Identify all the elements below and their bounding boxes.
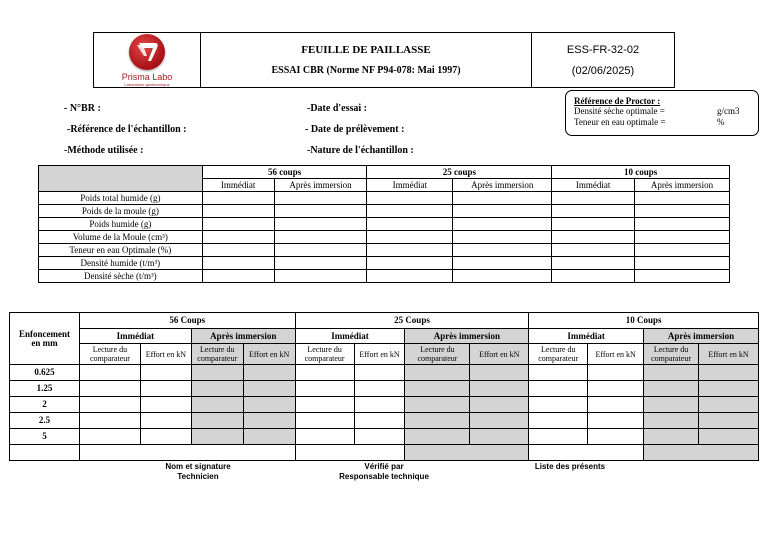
data-cell[interactable] [405, 445, 529, 461]
data-cell[interactable] [635, 231, 730, 244]
data-cell[interactable] [79, 429, 140, 445]
data-cell[interactable] [140, 429, 191, 445]
data-cell[interactable] [588, 381, 644, 397]
logo-name: Prisma Labo [121, 71, 173, 82]
data-cell[interactable] [367, 244, 453, 257]
data-cell[interactable] [295, 445, 405, 461]
table-row [39, 257, 730, 270]
group-header: 56 coups [202, 166, 367, 179]
enfoncement-table [9, 312, 759, 461]
data-cell[interactable] [552, 244, 635, 257]
table-row [10, 445, 759, 461]
data-cell[interactable] [243, 397, 295, 413]
row-label: Poids total humide (g) [39, 192, 203, 205]
table-row [39, 231, 730, 244]
row-label: Volume de la Moule (cm³) [39, 231, 203, 244]
data-cell[interactable] [405, 381, 470, 397]
data-cell[interactable] [635, 205, 730, 218]
enfoncement-value: 0.625 [10, 365, 80, 381]
table-row [39, 192, 730, 205]
data-cell[interactable] [354, 381, 405, 397]
data-cell[interactable] [295, 397, 354, 413]
data-cell[interactable] [529, 397, 588, 413]
data-cell[interactable] [453, 257, 552, 270]
proctor-box [565, 90, 759, 136]
subcol-header: Après immersion [453, 179, 552, 192]
densite-table [38, 165, 730, 283]
data-cell[interactable] [274, 231, 367, 244]
data-cell[interactable] [191, 397, 243, 413]
row-label: Poids humide (g) [39, 218, 203, 231]
data-cell[interactable] [79, 381, 140, 397]
data-cell[interactable] [588, 429, 644, 445]
empty-cell [10, 445, 80, 461]
field-n-br: - N°BR : [64, 103, 101, 114]
data-cell[interactable] [699, 429, 759, 445]
data-cell[interactable] [699, 397, 759, 413]
row-label: Densité sèche (t/m³) [39, 270, 203, 283]
document-header [93, 32, 675, 88]
data-cell[interactable] [529, 381, 588, 397]
data-cell[interactable] [202, 205, 274, 218]
row-label: Poids de la moule (g) [39, 205, 203, 218]
subgroup-header: Après immersion [191, 329, 295, 344]
data-cell[interactable] [699, 365, 759, 381]
col-lecture: Lecture du comparateur [529, 344, 588, 365]
subcol-header: Immédiat [202, 179, 274, 192]
subgroup-header: Après immersion [644, 329, 759, 344]
row-label: Densité humide (t/m³) [39, 257, 203, 270]
data-cell[interactable] [191, 381, 243, 397]
signature-verifie-line1: Vérifié par [364, 462, 404, 471]
data-cell[interactable] [552, 192, 635, 205]
data-cell[interactable] [453, 231, 552, 244]
data-cell[interactable] [635, 270, 730, 283]
ref-cell [532, 33, 675, 88]
data-cell[interactable] [191, 413, 243, 429]
data-cell[interactable] [552, 270, 635, 283]
data-cell[interactable] [295, 381, 354, 397]
data-cell[interactable] [79, 413, 140, 429]
data-cell[interactable] [453, 192, 552, 205]
data-cell[interactable] [79, 365, 140, 381]
data-cell[interactable] [470, 381, 529, 397]
enfoncement-value: 2.5 [10, 413, 80, 429]
data-cell[interactable] [243, 381, 295, 397]
data-cell[interactable] [191, 365, 243, 381]
data-cell[interactable] [405, 429, 470, 445]
document-ref: ESS-FR-32-02 [566, 43, 640, 56]
data-cell[interactable] [274, 244, 367, 257]
data-cell[interactable] [644, 397, 699, 413]
logo-cell [94, 33, 201, 88]
data-cell[interactable] [699, 413, 759, 429]
proctor-densite-unit: g/cm3 [717, 106, 740, 116]
data-cell[interactable] [202, 270, 274, 283]
data-cell[interactable] [191, 429, 243, 445]
col-effort: Effort en kN [699, 344, 759, 365]
data-cell[interactable] [243, 365, 295, 381]
col-effort: Effort en kN [140, 344, 191, 365]
document-title: FEUILLE DE PAILLASSE [301, 44, 431, 56]
subgroup-header: Immédiat [79, 329, 191, 344]
col-lecture: Lecture du comparateur [79, 344, 140, 365]
col-lecture: Lecture du comparateur [295, 344, 354, 365]
data-cell[interactable] [453, 270, 552, 283]
col-effort: Effort en kN [588, 344, 644, 365]
table-row [10, 397, 759, 413]
col-effort: Effort en kN [470, 344, 529, 365]
table-row [10, 413, 759, 429]
group-header: 10 coups [552, 166, 730, 179]
data-cell[interactable] [644, 445, 759, 461]
document-date: (02/06/2025) [571, 64, 635, 77]
enfoncement-value: 2 [10, 397, 80, 413]
data-cell[interactable] [529, 413, 588, 429]
data-cell[interactable] [79, 445, 295, 461]
field-nature: -Nature de l'échantillon : [307, 145, 414, 156]
data-cell[interactable] [367, 205, 453, 218]
data-cell[interactable] [644, 381, 699, 397]
data-cell[interactable] [405, 397, 470, 413]
data-cell[interactable] [367, 218, 453, 231]
data-cell[interactable] [140, 397, 191, 413]
data-cell[interactable] [79, 397, 140, 413]
col-lecture: Lecture du comparateur [405, 344, 470, 365]
data-cell[interactable] [635, 218, 730, 231]
enfoncement-header: Enfoncement en mm [10, 313, 80, 365]
group-header: 56 Coups [79, 313, 295, 329]
data-cell[interactable] [274, 192, 367, 205]
data-cell[interactable] [295, 429, 354, 445]
data-cell[interactable] [552, 205, 635, 218]
data-cell[interactable] [243, 429, 295, 445]
data-cell[interactable] [354, 365, 405, 381]
subgroup-header: Après immersion [405, 329, 529, 344]
data-cell[interactable] [243, 413, 295, 429]
data-cell[interactable] [354, 429, 405, 445]
col-effort: Effort en kN [243, 344, 295, 365]
data-cell[interactable] [635, 244, 730, 257]
data-cell[interactable] [202, 231, 274, 244]
col-lecture: Lecture du comparateur [644, 344, 699, 365]
data-cell[interactable] [588, 365, 644, 381]
signature-presents: Liste des présents [534, 462, 606, 471]
data-cell[interactable] [453, 244, 552, 257]
subcol-header: Immédiat [552, 179, 635, 192]
data-cell[interactable] [367, 192, 453, 205]
data-cell[interactable] [274, 257, 367, 270]
signature-verifie [324, 462, 444, 482]
data-cell[interactable] [588, 413, 644, 429]
data-cell[interactable] [529, 445, 644, 461]
col-effort: Effort en kN [354, 344, 405, 365]
data-cell[interactable] [635, 192, 730, 205]
signature-technicien-line1: Nom et signature [165, 462, 231, 471]
logo-subtitle: Laboratoire géotechnique [124, 81, 170, 87]
data-cell[interactable] [552, 257, 635, 270]
prisma-logo-icon [129, 34, 165, 70]
data-cell[interactable] [354, 397, 405, 413]
data-cell[interactable] [470, 429, 529, 445]
data-cell[interactable] [644, 413, 699, 429]
subcol-header: Immédiat [367, 179, 453, 192]
data-cell[interactable] [274, 218, 367, 231]
data-cell[interactable] [529, 429, 588, 445]
data-cell[interactable] [453, 218, 552, 231]
data-cell[interactable] [274, 270, 367, 283]
table-row [39, 218, 730, 231]
subcol-header: Après immersion [274, 179, 367, 192]
field-ref-echantillon: -Référence de l'échantillon : [67, 124, 187, 135]
data-cell[interactable] [470, 397, 529, 413]
data-cell[interactable] [470, 365, 529, 381]
document-subtitle: ESSAI CBR (Norme NF P94-078: Mai 1997) [271, 65, 461, 76]
signature-technicien [148, 462, 248, 482]
subgroup-header: Immédiat [295, 329, 405, 344]
subgroup-header: Immédiat [529, 329, 644, 344]
data-cell[interactable] [470, 413, 529, 429]
data-cell[interactable] [367, 270, 453, 283]
subcol-header: Après immersion [635, 179, 730, 192]
data-cell[interactable] [644, 429, 699, 445]
corner-cell [39, 166, 203, 192]
data-cell[interactable] [140, 365, 191, 381]
data-cell[interactable] [140, 413, 191, 429]
proctor-teneur-label: Teneur en eau optimale = [574, 117, 666, 127]
table-row [39, 244, 730, 257]
field-date-essai: -Date d'essai : [307, 103, 367, 114]
data-cell[interactable] [405, 365, 470, 381]
field-methode: -Méthode utilisée : [64, 145, 144, 156]
table-row [39, 270, 730, 283]
table-row [39, 205, 730, 218]
title-cell [201, 33, 532, 88]
signature-technicien-line2: Technicien [177, 472, 219, 481]
data-cell[interactable] [354, 413, 405, 429]
proctor-title: Référence de Proctor : [574, 96, 661, 106]
data-cell[interactable] [295, 413, 354, 429]
table-row [10, 365, 759, 381]
table-row [10, 381, 759, 397]
group-header: 25 coups [367, 166, 552, 179]
data-cell[interactable] [202, 244, 274, 257]
data-cell[interactable] [699, 381, 759, 397]
data-cell[interactable] [367, 231, 453, 244]
enfoncement-value: 1.25 [10, 381, 80, 397]
data-cell[interactable] [453, 205, 552, 218]
data-cell[interactable] [140, 381, 191, 397]
data-cell[interactable] [202, 192, 274, 205]
data-cell[interactable] [529, 365, 588, 381]
data-cell[interactable] [552, 231, 635, 244]
proctor-densite-label: Densité sèche optimale = [574, 106, 665, 116]
table-row [10, 429, 759, 445]
data-cell[interactable] [274, 205, 367, 218]
proctor-teneur-unit: % [717, 117, 725, 127]
data-cell[interactable] [202, 218, 274, 231]
data-cell[interactable] [295, 365, 354, 381]
data-cell[interactable] [644, 365, 699, 381]
data-cell[interactable] [367, 257, 453, 270]
col-lecture: Lecture du comparateur [191, 344, 243, 365]
enfoncement-value: 5 [10, 429, 80, 445]
field-date-prelevement: - Date de prélèvement : [305, 124, 405, 135]
data-cell[interactable] [635, 257, 730, 270]
data-cell[interactable] [552, 218, 635, 231]
data-cell[interactable] [202, 257, 274, 270]
group-header: 10 Coups [529, 313, 759, 329]
data-cell[interactable] [405, 413, 470, 429]
data-cell[interactable] [588, 397, 644, 413]
group-header: 25 Coups [295, 313, 529, 329]
row-label: Teneur en eau Optimale (%) [39, 244, 203, 257]
signature-verifie-line2: Responsable technique [339, 472, 429, 481]
